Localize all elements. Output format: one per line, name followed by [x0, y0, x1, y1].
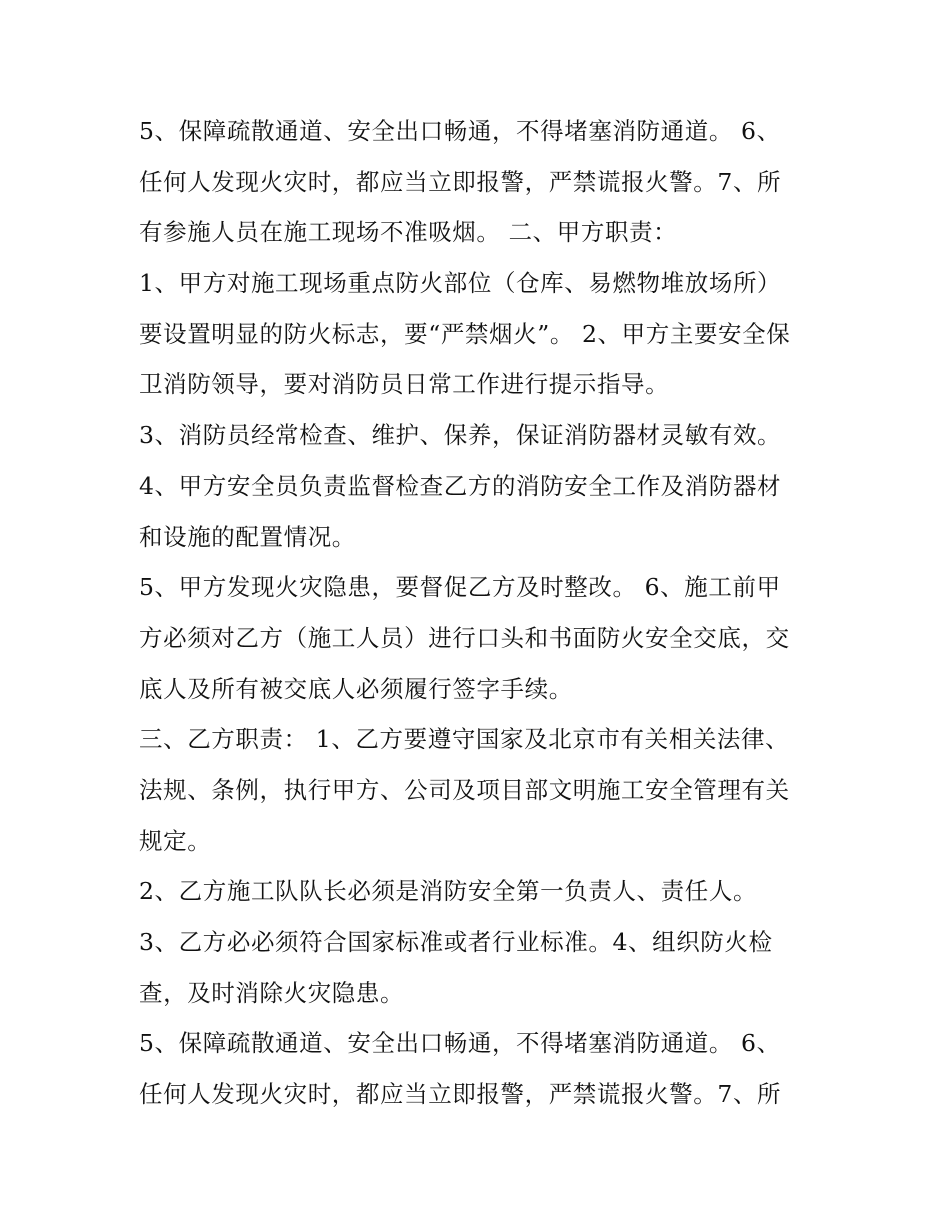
text-line: 底人及所有被交底人必须履行签字手续。: [139, 674, 573, 703]
text-line: 2、乙方施工队队长必须是消防安全第一负责人、责任人。: [139, 877, 758, 906]
text-line: 任何人发现火灾时，都应当立即报警，严禁谎报火警。7、所: [139, 1080, 782, 1109]
text-line: 查，及时消除火灾隐患。: [139, 978, 405, 1007]
text-line: 要设置明显的防火标志，要“严禁烟火”。 2、甲方主要安全保: [139, 319, 791, 348]
text-line: 3、乙方必必须符合国家标准或者行业标准。4、组织防火检: [139, 928, 773, 956]
text-line: 5、甲方发现火灾隐患，要督促乙方及时整改。 6、施工前甲: [139, 573, 781, 602]
text-line: 1、甲方对施工现场重点防火部位（仓库、易燃物堆放场所）: [139, 269, 782, 298]
text-line: 和设施的配置情况。: [139, 522, 356, 551]
text-line: 三、乙方职责： 1、乙方要遵守国家及北京市有关相关法律、: [139, 725, 790, 754]
text-line: 规定。: [139, 826, 212, 855]
text-line: 方必须对乙方（施工人员）进行口头和书面防火安全交底，交: [139, 623, 790, 652]
text-line: 任何人发现火灾时，都应当立即报警，严禁谎报火警。7、所: [139, 167, 782, 196]
text-line: 法规、条例，执行甲方、公司及项目部文明施工安全管理有关: [139, 775, 790, 804]
text-line: 5、保障疏散通道、安全出口畅通，不得堵塞消防通道。 6、: [139, 117, 781, 145]
text-line: 5、保障疏散通道、安全出口畅通，不得堵塞消防通道。 6、: [139, 1029, 781, 1058]
text-line: 有参施人员在施工现场不准吸烟。 二、甲方职责：: [139, 218, 678, 247]
text-line: 卫消防领导，要对消防员日常工作进行提示指导。: [139, 370, 670, 399]
document-body: [139, 106, 819, 1120]
text-line: 3、消防员经常检查、维护、保养，保证消防器材灵敏有效。: [139, 421, 782, 450]
text-line: 4、甲方安全员负责监督检查乙方的消防安全工作及消防器材: [139, 471, 782, 500]
